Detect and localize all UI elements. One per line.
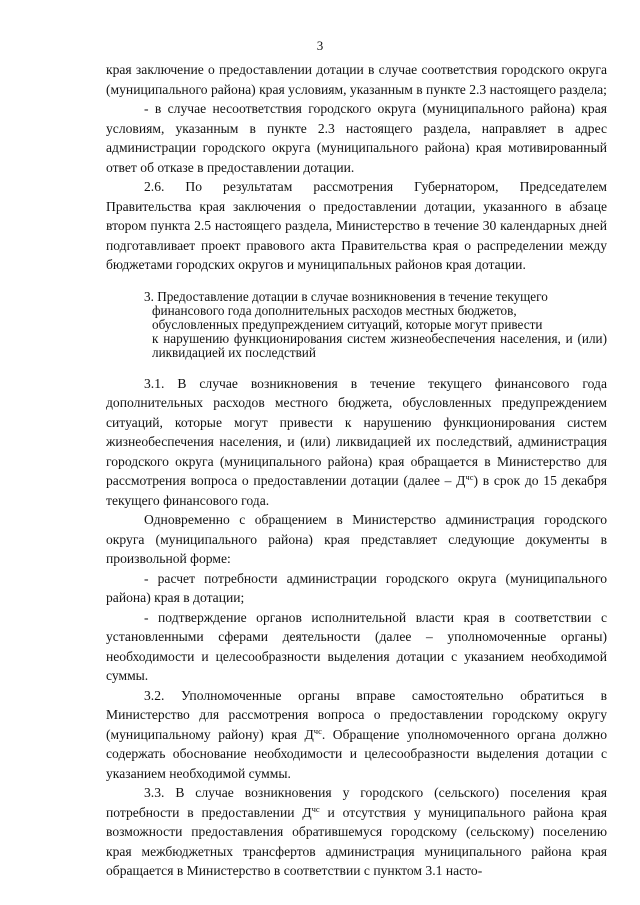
paragraph-3-3-text: 3.3. В случае возникновения у городского (сельского) поселения края потребности в предоставлении <box>106 785 607 820</box>
paragraph-3-2-rest: . Обращение уполномоченного органа должно содержать обоснование необходимости и целесообразности выделения дотации с указанием необходимой суммы. <box>106 726 607 781</box>
section-3-heading-line: финансового года дополнительных расходов местных бюджетов, <box>152 302 517 318</box>
section-3-heading <box>106 290 607 360</box>
page-number: 3 <box>316 38 324 53</box>
dotation-symbol: Д <box>302 804 312 820</box>
dotation-symbol: Д <box>304 726 314 742</box>
paragraph-3-1-documents: Одновременно с обращением в Министерство администрация городского округа (муниципального района) края представляет следующие документы в произвольной форме: <box>106 512 607 566</box>
paragraph-2-5-continuation: края заключение о предоставлении дотации в случае соответствия городского округа (муниципального района) края условиям, указанным в пункте 2.3 настоящего раздела; <box>106 62 607 97</box>
paragraph-3-1-deadline: ) в срок до 15 декабря текущего финансового года. <box>106 473 607 508</box>
section-3-heading-line: к нарушению функционирования систем жизнеобеспечения населения, и (или) ликвидацией их последствий <box>152 330 607 360</box>
dotation-symbol-superscript: чс <box>313 725 322 736</box>
paragraph-3-3-rest: и отсутствия у муниципального района края возможности предоставления обратившемуся городскому (сельскому) поселению края межбюджетных трансфертов администрация муниципального района края обращается в Министерство в соответствии с пунктом 3.1 насто- <box>106 804 607 878</box>
dotation-symbol: Д <box>456 473 466 488</box>
section-3-heading-line: обусловленных предупреждением ситуаций, которые могут привести <box>152 316 543 332</box>
section-3-heading-line: 3. Предоставление дотации в случае возникновения в течение текущего <box>144 288 548 304</box>
paragraph-3-1-bullet-calculation: - расчет потребности администрации городского округа (муниципального района) края в дотации; <box>106 570 607 605</box>
dotation-symbol-superscript: чс <box>311 803 320 814</box>
dotation-symbol-superscript: чс <box>465 472 474 482</box>
paragraph-3-1 <box>106 374 607 511</box>
paragraph-3-2-text: 3.2. Уполномоченные органы вправе самостоятельно обратиться в Министерство для рассмотрения вопроса о предоставлении городскому округу (муниципальному району) края <box>106 687 607 742</box>
document-body <box>106 60 607 881</box>
paragraph-3-1-text: 3.1. В случае возникновения в течение текущего финансового года дополнительных расходов местного бюджета, обусловленных предупреждением ситуаций, которые могут привести к нарушению функционирования систем жизнеобеспечения населения, и (или) ликвидацией их последствий, администрация городского округа (муниципального района) края обращается в Министерство для рассмотрения вопроса о предоставлении дотации (далее – <box>106 375 607 488</box>
paragraph-3-2 <box>106 686 607 784</box>
paragraph-2-5-bullet-refusal: - в случае несоответствия городского округа (муниципального района) края условиям, указанным в пункте 2.3 настоящего раздела, направляет в адрес администрации городского округа (муниципального района) края мотивированный ответ об отказе в предоставлении дотации. <box>106 101 607 175</box>
paragraph-3-1-bullet-confirmation: - подтверждение органов исполнительной власти края в соответствии с установленными сферами деятельности (далее – уполномоченные органы) необходимости и целесообразности выделения дотации с указанием необходимой суммы. <box>106 609 607 683</box>
paragraph-3-3 <box>106 783 607 881</box>
paragraph-2-6: 2.6. По результатам рассмотрения Губернатором, Председателем Правительства края заключения о предоставлении дотации, указанного в абзаце втором пункта 2.5 настоящего раздела, Министерство в течение 30 календарных дней подготавливает проект правового акта Правительства края о распределении между бюджетами городских округов и муниципальных районов края дотации. <box>106 179 607 272</box>
